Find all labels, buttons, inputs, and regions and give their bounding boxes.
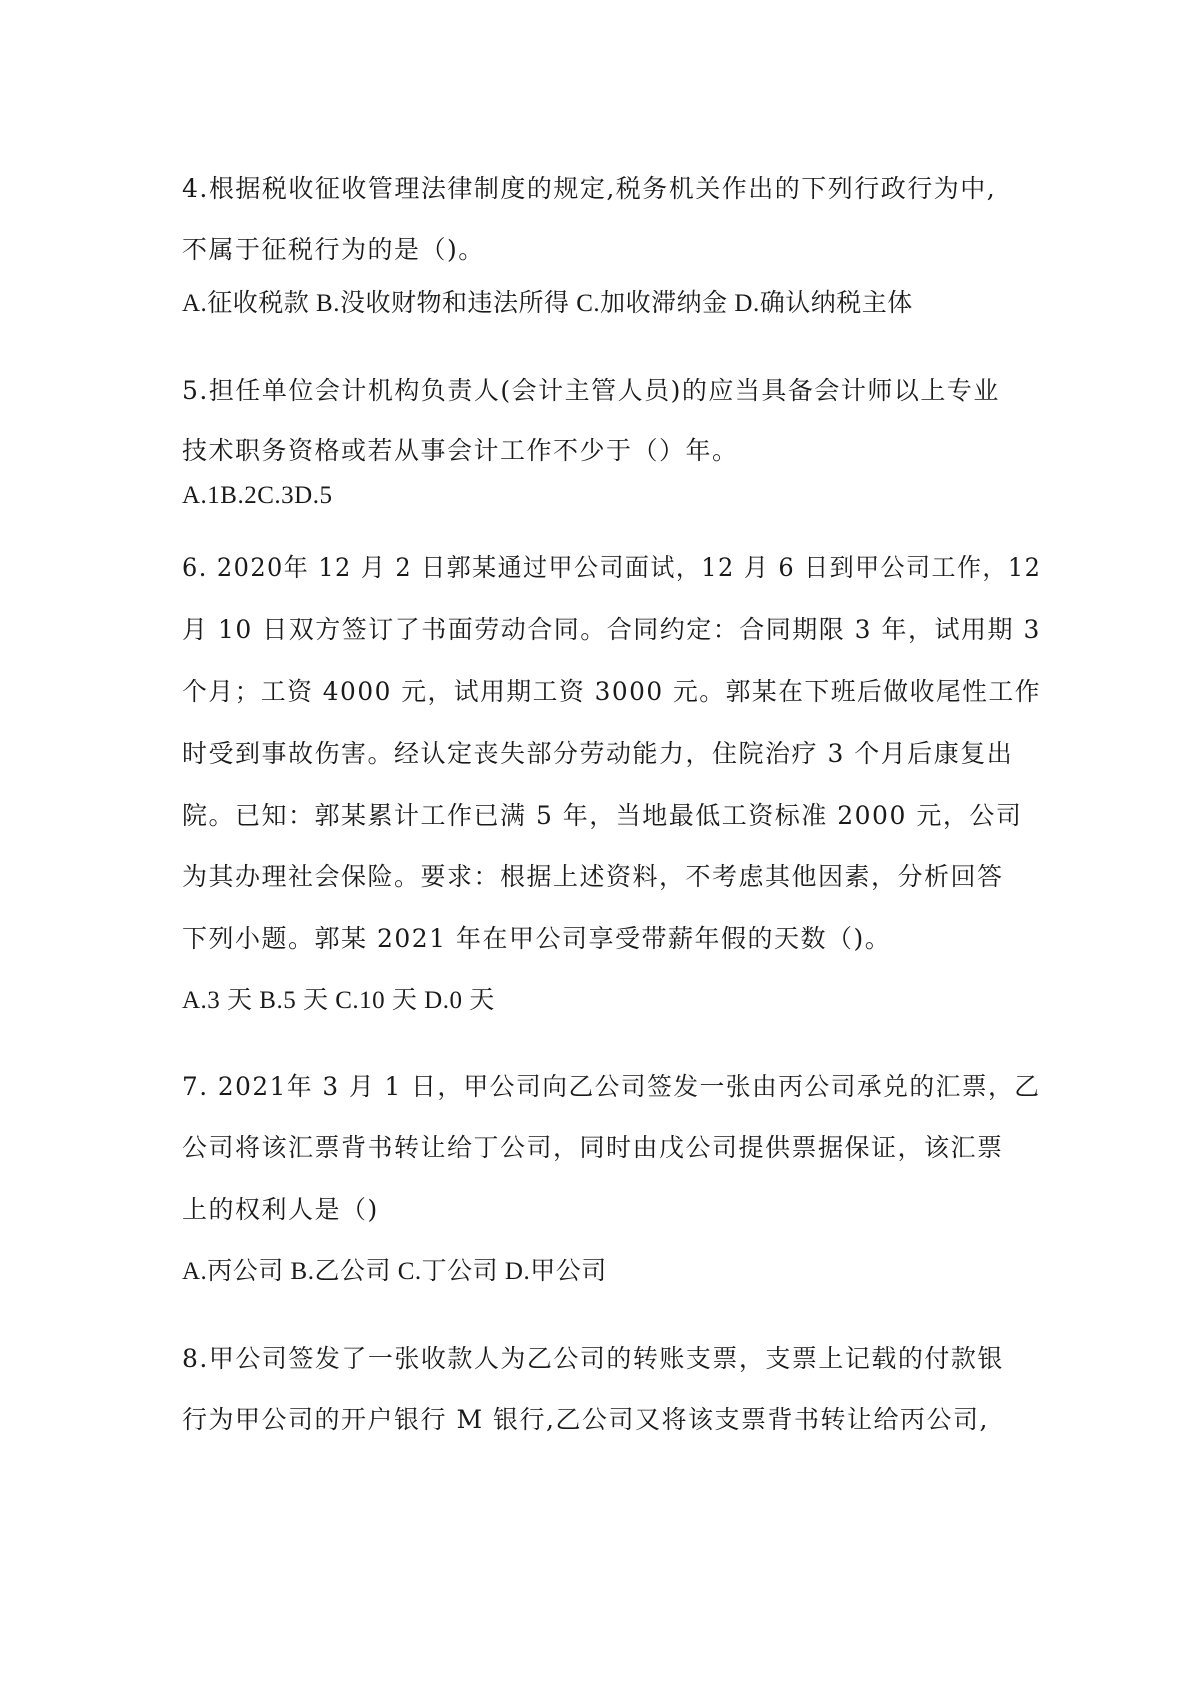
- question-4-line-1: 4.根据税收征收管理法律制度的规定,税务机关作出的下列行政行为中,: [182, 174, 997, 203]
- question-5-options: A.1B.2C.3D.5: [182, 482, 333, 509]
- question-5-line-1: 5.担任单位会计机构负责人(会计主管人员)的应当具备会计师以上专业: [182, 376, 1000, 405]
- question-6-line-7: 下列小题。郭某 2021 年在甲公司享受带薪年假的天数（)。: [182, 924, 892, 953]
- question-7-line-1: 7. 2021年 3 月 1 日，甲公司向乙公司签发一张由丙公司承兑的汇票，乙: [182, 1072, 1041, 1101]
- question-6-options: A.3 天 B.5 天 C.10 天 D.0 天: [182, 987, 495, 1014]
- question-6-line-6: 为其办理社会保险。要求：根据上述资料，不考虑其他因素，分析回答: [182, 862, 1004, 891]
- question-4-options: A.征收税款 B.没收财物和违法所得 C.加收滞纳金 D.确认纳税主体: [182, 290, 913, 317]
- question-8-line-1: 8.甲公司签发了一张收款人为乙公司的转账支票，支票上记载的付款银: [182, 1344, 1004, 1373]
- question-7-line-3: 上的权利人是（): [182, 1195, 379, 1224]
- question-8-line-2: 行为甲公司的开户银行 M 银行,乙公司又将该支票背书转让给丙公司,: [182, 1405, 989, 1434]
- question-7-options: A.丙公司 B.乙公司 C.丁公司 D.甲公司: [182, 1258, 607, 1285]
- question-6-line-1: 6. 2020年 12 月 2 日郭某通过甲公司面试，12 月 6 日到甲公司工作，12: [182, 553, 1042, 582]
- question-6-line-4: 时受到事故伤害。经认定丧失部分劳动能力，住院治疗 3 个月后康复出: [182, 739, 1014, 768]
- question-7-line-2: 公司将该汇票背书转让给丁公司，同时由戊公司提供票据保证，该汇票: [182, 1133, 1004, 1162]
- question-5-line-2: 技术职务资格或若从事会计工作不少于（）年。: [182, 436, 739, 465]
- question-6-line-5: 院。已知：郭某累计工作已满 5 年，当地最低工资标准 2000 元，公司: [182, 801, 1023, 830]
- question-4-line-2: 不属于征税行为的是（)。: [182, 235, 485, 264]
- question-6-line-2: 月 10 日双方签订了书面劳动合同。合同约定：合同期限 3 年，试用期 3: [182, 615, 1041, 644]
- question-6-line-3: 个月；工资 4000 元，试用期工资 3000 元。郭某在下班后做收尾性工作: [182, 677, 1042, 706]
